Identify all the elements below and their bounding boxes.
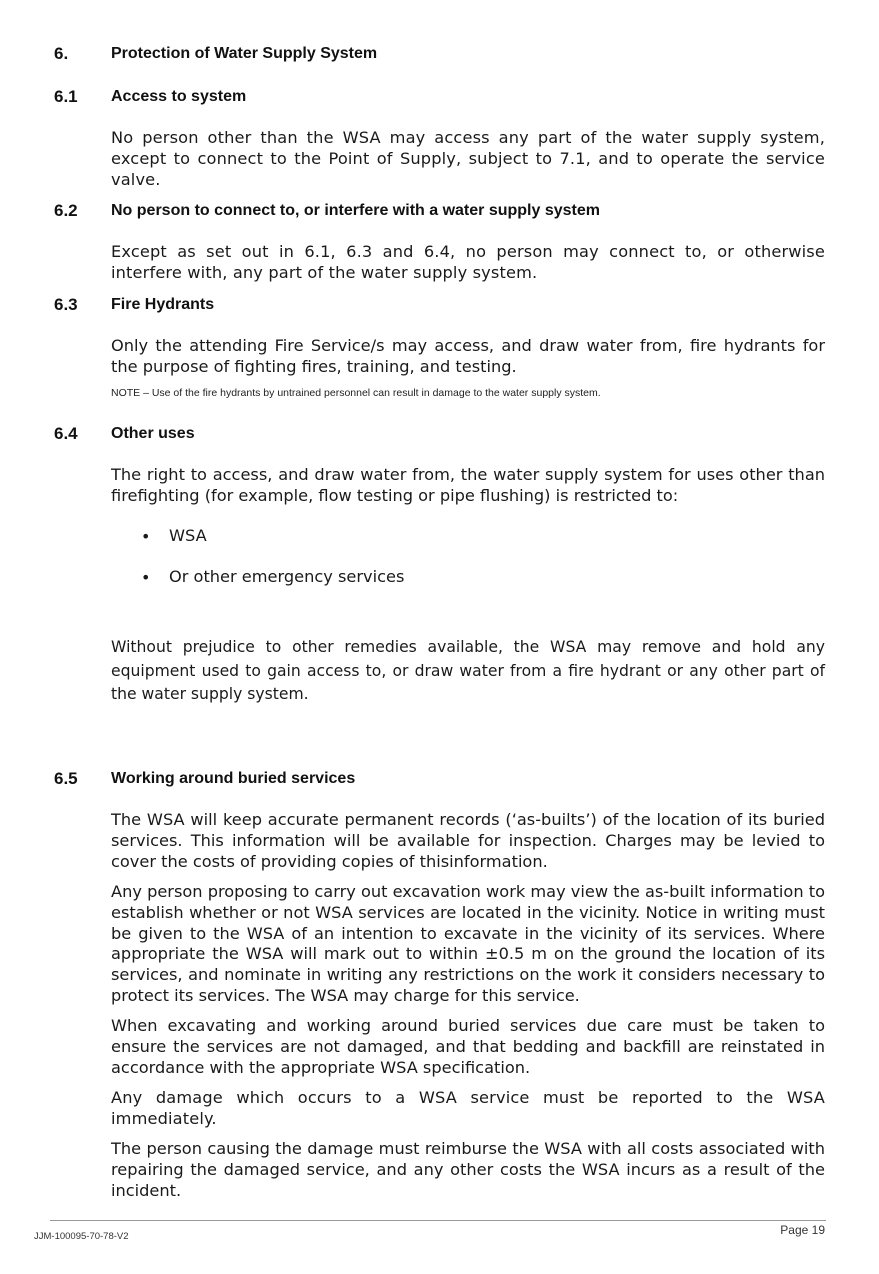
paragraph-6-3: Only the attending Fire Service/s may access, and draw water from, fire hydrants for the purpose of fighting fires, training, and testing. — [111, 336, 825, 376]
subsection-number-6-2: 6.2 — [54, 201, 78, 220]
subsection-title-6-3: Fire Hydrants — [111, 296, 215, 313]
paragraph-6-5-records: The WSA will keep accurate permanent records (‘as-builts’) of the location of its buried services. This information will be available for inspection. Charges may be levied to cover the costs of providing copies of thisinformation. — [111, 810, 825, 871]
subsection-title-6-1: Access to system — [111, 88, 247, 105]
footer-divider — [50, 1220, 826, 1221]
subsection-number-6-4: 6.4 — [54, 424, 78, 443]
section-title: Protection of Water Supply System — [111, 45, 378, 62]
subsection-number-6-3: 6.3 — [54, 295, 78, 314]
paragraph-6-4: The right to access, and draw water from, the water supply system for uses other than firefighting (for example, flow testing or pipe flushing) is restricted to: — [111, 465, 825, 505]
paragraph-6-4-prejudice: Without prejudice to other remedies available, the WSA may remove and hold any equipment used to gain access to, or draw water from a fire hydrant or any other part of the water supply system. — [111, 638, 825, 703]
note-6-3: NOTE – Use of the fire hydrants by untrained personnel can result in damage to the water supply system. — [111, 387, 601, 399]
bullet-icon: • — [141, 568, 151, 587]
subsection-number-6-1: 6.1 — [54, 87, 78, 106]
subsection-number-6-5: 6.5 — [54, 769, 78, 788]
subsection-title-6-2: No person to connect to, or interfere with a water supply system — [111, 202, 600, 219]
footer-page-number: Page 19 — [780, 1223, 825, 1237]
paragraph-6-5-reimburse: The person causing the damage must reimburse the WSA with all costs associated with repairing the damaged service, and any other costs the WSA incurs as a result of the incident. — [111, 1139, 825, 1200]
section-number: 6. — [54, 44, 69, 63]
subsection-title-6-5: Working around buried services — [111, 770, 356, 787]
list-item-wsa: WSA — [169, 526, 207, 545]
footer-document-id: JJM-100095-70-78-V2 — [34, 1231, 129, 1242]
paragraph-6-2: Except as set out in 6.1, 6.3 and 6.4, no person may connect to, or otherwise interfere with, any part of the water supply system. — [111, 242, 825, 282]
bullet-icon: • — [141, 527, 151, 546]
subsection-title-6-4: Other uses — [111, 425, 195, 442]
paragraph-6-5-report: Any damage which occurs to a WSA service must be reported to the WSA immediately. — [111, 1088, 825, 1128]
paragraph-6-5-excavation: Any person proposing to carry out excavation work may view the as-built information to establish whether or not WSA services are located in the vicinity. Notice in writing must be given to the WSA of an intention to excavate in the vicinity of its services. Where appropriate the WSA will mark out to within ±0.5 m on the ground the location of its services, and nominate in writing any restrictions on the work it considers necessary to protect its services. The WSA may charge for this service. — [111, 882, 825, 1005]
paragraph-6-1: No person other than the WSA may access any part of the water supply system, except to connect to the Point of Supply, subject to 7.1, and to operate the service valve. — [111, 128, 825, 189]
paragraph-6-5-care: When excavating and working around buried services due care must be taken to ensure the services are not damaged, and that bedding and backfill are reinstated in accordance with the appropriate WSA specification. — [111, 1016, 825, 1077]
list-item-emergency: Or other emergency services — [169, 567, 405, 586]
